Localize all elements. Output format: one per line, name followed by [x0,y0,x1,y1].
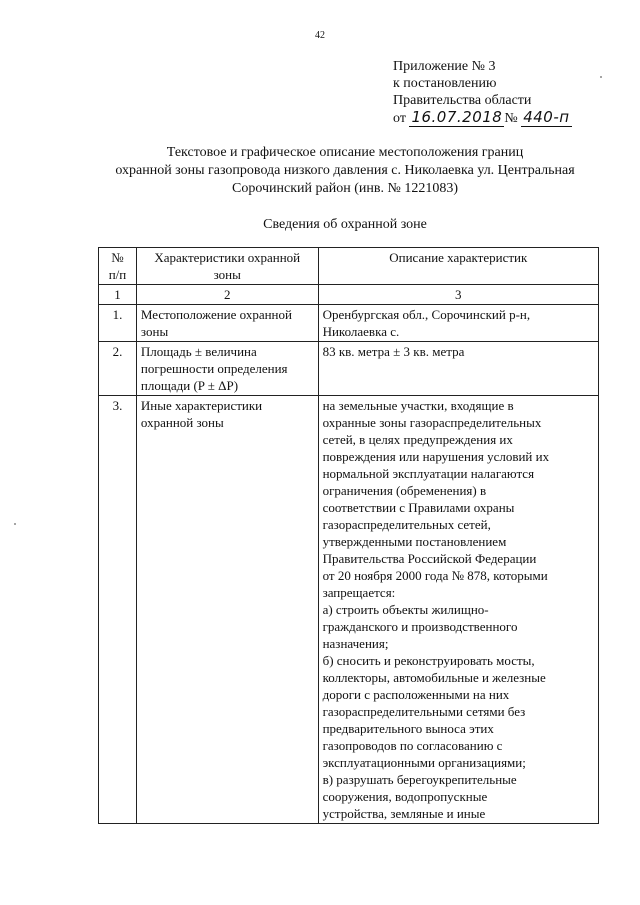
column-number: 3 [318,285,598,305]
table-row [99,342,599,396]
title-line-3: Сорочинский район (инв. № 1221083) [232,181,458,196]
header-description: Описание характеристик [318,248,598,285]
description-line: устройства, земляные и иные [322,806,486,821]
handwritten-number: 440-п [523,108,570,126]
header-number [99,248,137,285]
document-title [90,144,600,198]
row-characteristic: Местоположение охранной зоны [136,305,318,342]
title-line-2: охранной зоны газопровода низкого давления с. Николаевка ул. Центральная [115,163,575,178]
description-line: на земельные участки, входящие в [322,398,514,413]
description-line: гражданского и производственного [322,619,518,634]
description-line: а) строить объекты жилищно- [322,602,489,617]
description-line: дороги с расположенными на них [322,687,510,702]
appendix-line-3: Правительства области [393,93,532,108]
table-header-row [99,248,599,285]
table-row [99,305,599,342]
from-label: от [393,111,406,126]
row-description [318,396,598,824]
row-index: 1. [99,305,137,342]
page-number: 42 [315,30,325,41]
header-number-line-2: п/п [108,267,127,282]
description-line: Правительства Российской Федерации [322,551,537,566]
description-line: ограничения (обременения) в [322,483,487,498]
section-title: Сведения об охранной зоне [263,217,427,232]
row-index: 3. [99,396,137,824]
description-line: газораспределительных сетей, [322,517,491,532]
description-line: предварительного выноса этих [322,721,494,736]
description-line: нормальной эксплуатации налагаются [322,466,535,481]
row-characteristic: Иные характеристики охранной зоны [136,396,318,824]
description-line: газораспределительными сетями без [322,704,526,719]
description-line: от 20 ноября 2000 года № 878, которыми [322,568,548,583]
appendix-line-4 [393,109,572,127]
title-line-1: Текстовое и графическое описание местоположения границ [166,145,524,160]
appendix-block [393,58,572,127]
table-row [99,396,599,824]
description-line: сетей, в целях предупреждения их [322,432,513,447]
description-line: б) сносить и реконструировать мосты, [322,653,535,668]
row-characteristic: Площадь ± величина погрешности определения площади (P ± ΔP) [136,342,318,396]
row-index: 2. [99,342,137,396]
description-line: газопроводов по согласованию с [322,738,503,753]
appendix-line-1: Приложение № 3 [393,59,496,74]
scan-speck [14,523,16,525]
protection-zone-table [98,247,599,824]
description-line: повреждения или нарушения условий их [322,449,550,464]
description-line: в) разрушать берегоукрепительные [322,772,517,787]
description-line: соответствии с Правилами охраны [322,500,515,515]
header-number-line-1: № [111,250,124,265]
row-description: Оренбургская обл., Сорочинский р-н, Николаевка с. [318,305,598,342]
description-line: запрещается: [322,585,396,600]
handwritten-date: 16.07.2018 [411,108,503,126]
description-line: назначения; [322,636,389,651]
description-line: охранные зоны газораспределительных [322,415,542,430]
description-line: утвержденными постановлением [322,534,507,549]
column-number: 1 [99,285,137,305]
description-line: коллекторы, автомобильные и железные [322,670,546,685]
header-characteristics: Характеристики охранной зоны [136,248,318,285]
description-line: сооружения, водопропускные [322,789,488,804]
appendix-line-2: к постановлению [393,76,497,91]
description-line: эксплуатационными организациями; [322,755,526,770]
column-number-row [99,285,599,305]
row-description: 83 кв. метра ± 3 кв. метра [318,342,598,396]
number-label: № [504,111,518,126]
scan-speck [600,76,602,78]
column-number: 2 [136,285,318,305]
